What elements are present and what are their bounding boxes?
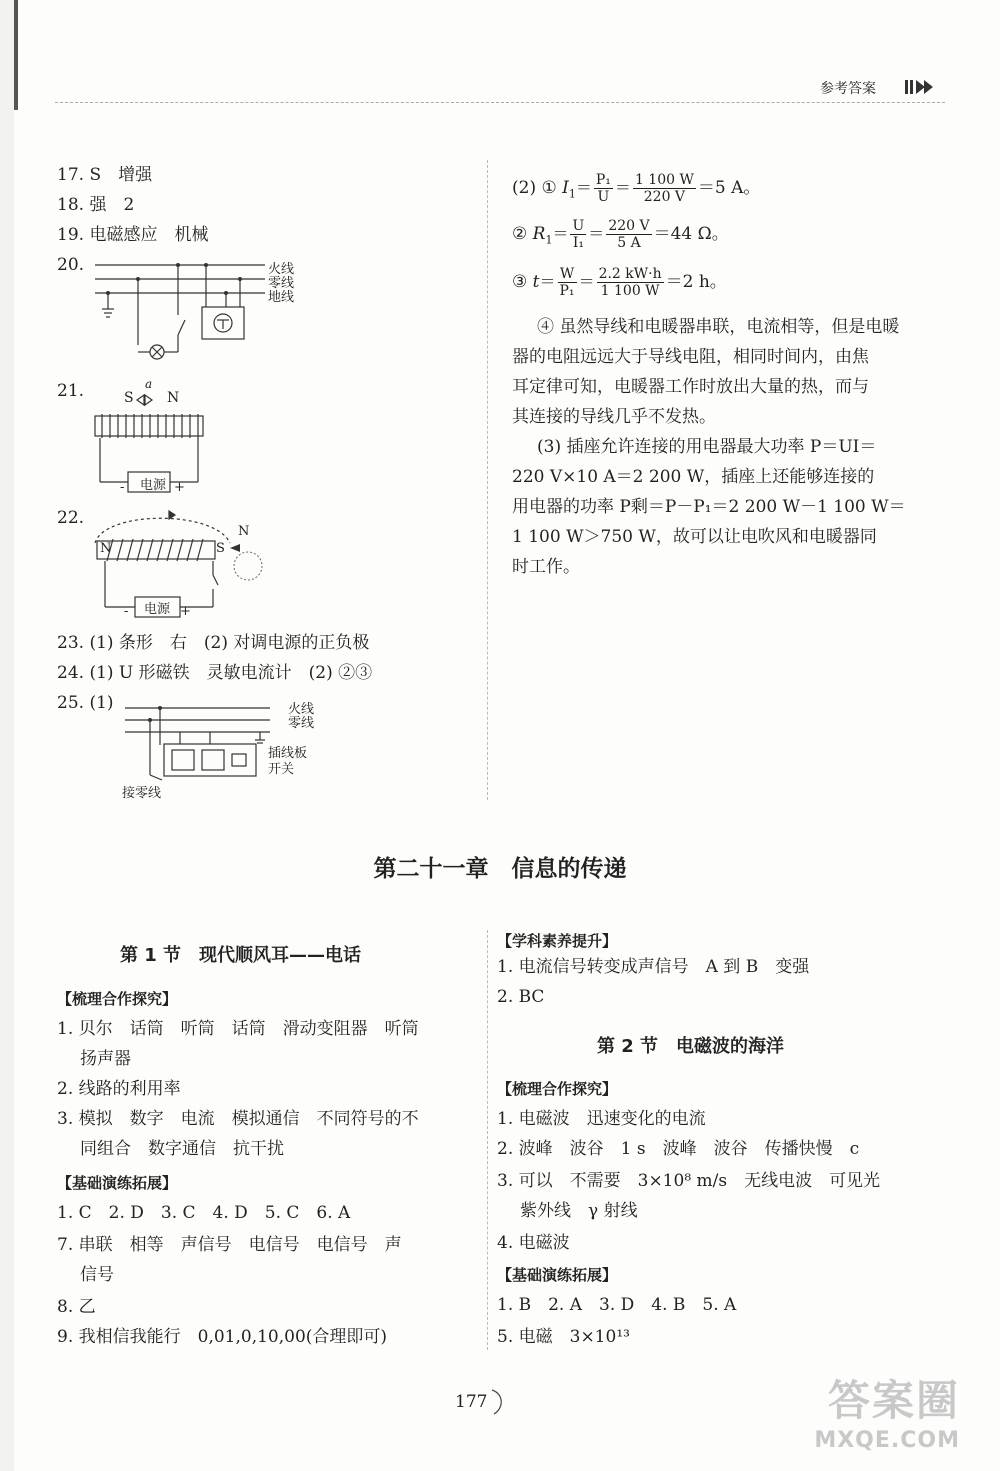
formula-current-prefix: (2) ① [512, 178, 557, 198]
page-number-ornament-icon [490, 1386, 510, 1416]
watermark [814, 1368, 960, 1453]
label-n-left: N [100, 541, 112, 556]
label-power-supply-2: 电源 [144, 602, 171, 617]
header-rule [55, 102, 945, 103]
em-answer-3: 3. 可以 不需要 3×10⁸ m/s 无线电波 可见光 [497, 1171, 881, 1191]
frac-num: P₁ [595, 172, 611, 188]
power-calc-line: 用电器的功率 P剩＝P－P₁＝2 200 W－1 100 W＝ [512, 497, 906, 517]
frac-num: 2.2 kW·h [598, 266, 662, 282]
extension-answer-1: 1. 电流信号转变成声信号 A 到 B 变强 [497, 957, 810, 977]
fraction-values [597, 266, 664, 299]
section-1-title: 第 1 节 现代顺风耳——电话 [120, 945, 362, 966]
power-calc-line: 1 100 W＞750 W，故可以让电吹风和电暖器同 [512, 527, 877, 547]
answer-23: 23. (1) 条形 右 (2) 对调电源的正负极 [57, 633, 370, 653]
section-2-title: 第 2 节 电磁波的海洋 [597, 1036, 785, 1057]
formula-current: (2) ① $I_1=$ $\frac{\text{P₁}}{U}$ ＝ $\frac{1 100 W}{220 V}$ ＝5 A。 [512, 172, 761, 205]
review-answer-3: 3. 模拟 数字 电流 模拟通信 不同符号的不 [57, 1109, 419, 1129]
label-switch: 开关 [268, 762, 295, 777]
frac-den: P₁ [559, 283, 575, 299]
tag-basic-practice-2: 【基础演练拓展】 [497, 1266, 618, 1284]
review-answer-3-cont: 同组合 数字通信 抗干扰 [80, 1139, 284, 1159]
watermark-main: 答案圈 [827, 1376, 960, 1425]
frac-num: 220 V [608, 218, 650, 234]
header-arrow-icon [905, 78, 935, 96]
review-answer-1: 1. 贝尔 话筒 听筒 话筒 滑动变阻器 听筒 [57, 1019, 419, 1039]
practice-answer-8: 8. 乙 [57, 1297, 96, 1317]
binding-edge [0, 0, 14, 1471]
label-to-neutral: 接零线 [122, 786, 162, 801]
label-live-wire: 火线 [268, 262, 295, 277]
binding-shadow [14, 0, 18, 110]
tag-basic-practice: 【基础演练拓展】 [57, 1174, 178, 1192]
formula-resistance-result: ＝44 Ω。 [653, 224, 729, 244]
label-power-strip: 插线板 [268, 746, 308, 761]
label-n-pole: N [167, 390, 180, 406]
label-a: a [145, 377, 153, 391]
answer-25: 25. (1) [57, 693, 114, 713]
formula-current-var: I [562, 178, 569, 198]
em-practice-5: 5. 电磁 3×10¹³ [497, 1327, 630, 1347]
frac-num: W [558, 266, 577, 283]
em-answer-4: 4. 电磁波 [497, 1233, 570, 1253]
fraction-p1-over-u [594, 172, 613, 205]
practice-answer-7-cont: 信号 [80, 1265, 114, 1285]
formula-time-var: t [532, 272, 540, 292]
watermark-url: MXQE.COM [814, 1428, 960, 1453]
frac-den: 1 100 W [600, 283, 660, 299]
em-answer-2: 2. 波峰 波谷 1 s 波峰 波谷 传播快慢 c [497, 1139, 860, 1159]
answer-17: 17. S 增强 [57, 165, 153, 185]
answer-24: 24. (1) U 形磁铁 灵敏电流计 (2) ②③ [57, 663, 373, 683]
label-s-right: S [216, 541, 225, 556]
answer-21: 21. [57, 381, 85, 401]
label-plus-2: + [180, 604, 191, 619]
fraction-values [633, 172, 696, 205]
frac-den: U [597, 189, 610, 205]
compass-needle-icon [228, 538, 268, 588]
practice-answer-9: 9. 我相信我能行 0,01,0,10,00(合理即可) [57, 1327, 388, 1347]
column-separator-bottom [487, 930, 488, 1350]
tag-review-explore: 【梳理合作探究】 [57, 990, 178, 1008]
power-calc-line: 220 V×10 A＝2 200 W，插座上还能够连接的 [512, 467, 875, 487]
em-practice-1-5: 1. B 2. A 3. D 4. B 5. A [497, 1295, 737, 1315]
extension-answer-2: 2. BC [497, 987, 545, 1007]
label-neutral-wire: 零线 [268, 276, 295, 291]
formula-current-sub: 1 [568, 187, 576, 201]
formula-resistance-prefix: ② [512, 224, 528, 244]
em-answer-3-cont: 紫外线 γ 射线 [520, 1201, 638, 1221]
power-calc-line: 时工作。 [512, 557, 580, 577]
label-minus: - [120, 480, 125, 495]
label-s-pole: S [124, 390, 134, 406]
label-power-supply: 电源 [140, 478, 167, 493]
fraction-w-over-p1 [558, 266, 577, 299]
answer-22: 22. [57, 508, 85, 528]
page-number: 177 [455, 1392, 488, 1412]
em-answer-1: 1. 电磁波 迅速变化的电流 [497, 1109, 706, 1129]
label-live-wire-2: 火线 [288, 702, 315, 717]
review-answer-2: 2. 线路的利用率 [57, 1079, 181, 1099]
label-neutral-wire-2: 零线 [288, 716, 315, 731]
explanation-line: ④ 虽然导线和电暖器串联，电流相等，但是电暖 [537, 317, 900, 337]
formula-resistance: ② $R_1=$ $\frac{U}{\text{I₁}}$ ＝ $\frac{220 V}{5 A}$ ＝44 Ω。 [512, 218, 729, 251]
power-strip-wiring-diagram [120, 700, 280, 790]
label-n-needle: N [238, 524, 250, 539]
power-calc-line: (3) 插座允许连接的用电器最大功率 P＝UI＝ [537, 437, 877, 457]
tag-literacy-improvement: 【学科素养提升】 [497, 932, 618, 950]
answer-20: 20. [57, 255, 85, 275]
explanation-line: 耳定律可知，电暖器工作时放出大量的热，而与 [512, 377, 869, 397]
formula-time-prefix: ③ [512, 272, 528, 292]
formula-time: ③ t＝ $\frac{W}{\text{P₁}}$ ＝ $\frac{2.2 kW\cdot h}{1 100 W}$ ＝2 h。 [512, 266, 727, 299]
explanation-line: 其连接的导线几乎不发热。 [512, 407, 716, 427]
label-minus-2: - [124, 604, 129, 619]
fraction-u-over-i1 [570, 218, 586, 251]
label-plus: + [174, 480, 185, 495]
chapter-title: 第二十一章 信息的传递 [373, 856, 627, 882]
explanation-line: 器的电阻远远大于导线电阻，相同时间内，由焦 [512, 347, 869, 367]
answer-18: 18. 强 2 [57, 195, 135, 215]
tag-review-explore-2: 【梳理合作探究】 [497, 1080, 618, 1098]
formula-resistance-sub: 1 [545, 233, 553, 247]
fraction-values [606, 218, 651, 251]
formula-resistance-var: R [532, 224, 546, 244]
practice-answer-7: 7. 串联 相等 声信号 电信号 电信号 声 [57, 1235, 402, 1255]
header-title: 参考答案 [820, 81, 876, 97]
frac-den: 220 V [643, 189, 686, 205]
review-answer-1-cont: 扬声器 [80, 1049, 131, 1069]
frac-den: 5 A [617, 235, 641, 251]
formula-time-result: ＝2 h。 [665, 272, 727, 292]
formula-current-result: ＝5 A。 [697, 178, 761, 198]
answer-19: 19. 电磁感应 机械 [57, 225, 209, 245]
column-separator-top [487, 160, 488, 800]
frac-num: 1 100 W [634, 172, 694, 188]
frac-num: U [572, 218, 585, 234]
label-ground-wire: 地线 [268, 290, 295, 305]
practice-answers-1-6: 1. C 2. D 3. C 4. D 5. C 6. A [57, 1203, 351, 1223]
frac-den: I₁ [572, 235, 584, 251]
